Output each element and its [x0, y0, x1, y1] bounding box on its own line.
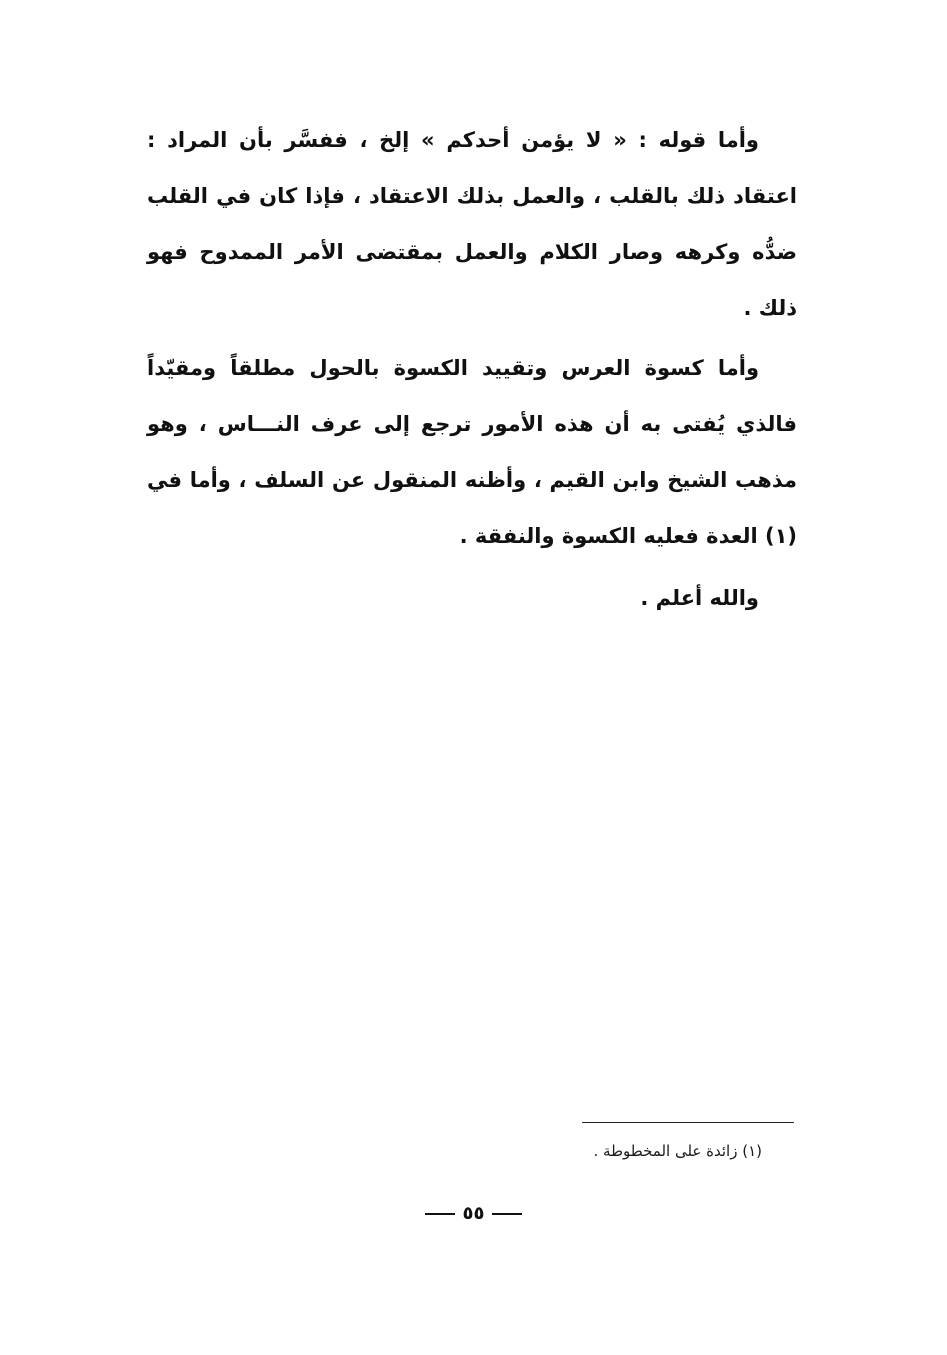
page-number-dash-right — [492, 1213, 522, 1215]
paragraph-1: وأما قوله : « لا يؤمن أحدكم » إلخ ، ففسَّر بأن المراد : اعتقاد ذلك بالقلب ، والعمل بذلك الاعتقاد ، فإذا كان في القلب ضدُّه وكرهه وصار الكلام والعمل بمقتضى الأمر الممدوح فهو ذلك . — [147, 128, 797, 320]
paragraph-2: وأما كسوة العرس وتقييد الكسوة بالحول مطلقاً ومقيّداً فالذي يُفتى به أن هذه الأمور ترجع إلى عرف النـــاس ، وهو مذهب الشيخ وابن القيم ، وأظنه المنقول عن السلف ، وأما في (١) العدة فعليه الكسوة والنفقة . — [147, 356, 797, 548]
page-number: ٥٥ — [462, 1203, 485, 1224]
page-number-row — [0, 1203, 947, 1224]
closing-line: والله أعلم . — [640, 586, 759, 610]
footnote: (١) زائدة على المخطوطة . — [593, 1142, 762, 1160]
page-number-dash-left — [425, 1213, 455, 1215]
main-text — [147, 112, 797, 626]
footnote-separator — [582, 1122, 794, 1123]
